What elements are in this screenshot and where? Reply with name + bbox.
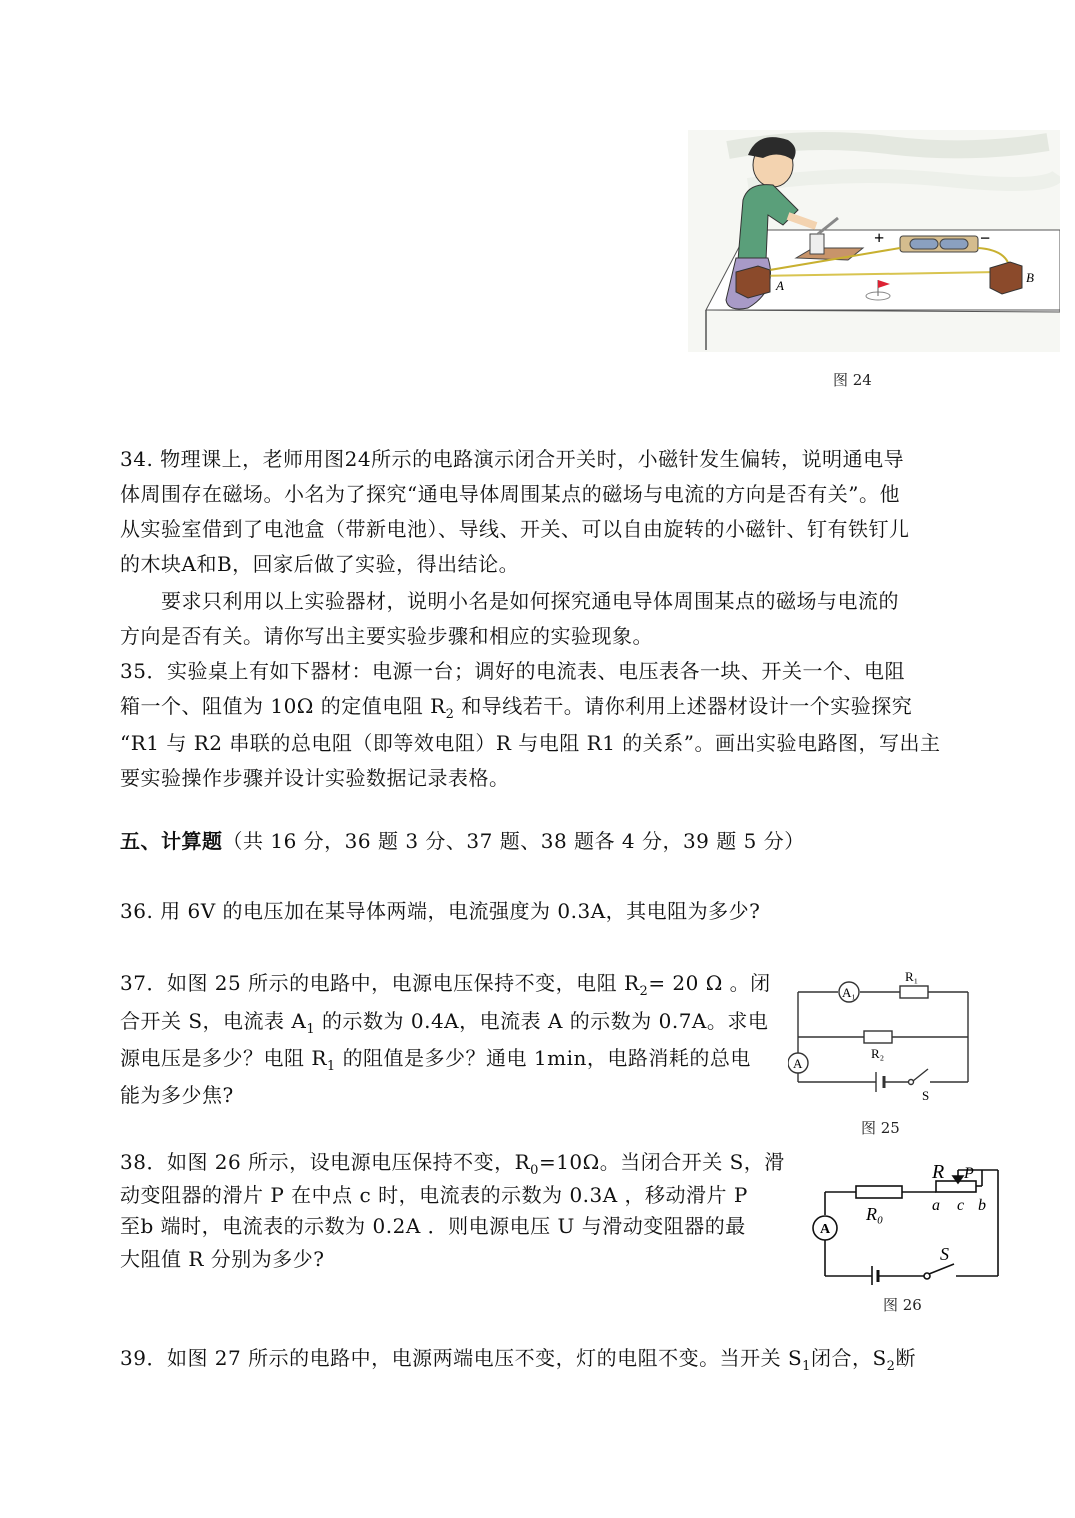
q39-line-1: 39．如图 27 所示的电路中，电源两端电压不变，灯的电阻不变。当开关 $S_1$闭合，$S_2$断 bbox=[120, 1346, 916, 1374]
q35-line-3: “R1 与 R2 串联的总电阻（即等效电阻）R 与电阻 R1 的关系”。画出实验电路图，写出主 bbox=[120, 731, 941, 755]
q35-line-2: 箱一个、阻值为 10Ω 的定值电阻 $R_2$ 和导线若干。请你利用上述器材设计一个实验探究 bbox=[120, 694, 913, 722]
section-5-desc: （共 16 分，36 题 3 分、37 题、38 题各 4 分，39 题 5 分） bbox=[222, 829, 805, 853]
figure-26-caption: 图 26 bbox=[883, 1296, 922, 1314]
plus-label: + bbox=[874, 228, 885, 248]
ammeter-a1-label: A₁ bbox=[842, 985, 856, 1000]
q34-line-5: 要求只利用以上实验器材，说明小名是如何探究通电导体周围某点的磁场与电流的 bbox=[161, 589, 899, 613]
q34-line-6: 方向是否有关。请你写出主要实验步骤和相应的实验现象。 bbox=[120, 624, 653, 648]
q34-line-1: 34. 物理课上，老师用图24所示的电路演示闭合开关时，小磁针发生偏转，说明通电导 bbox=[120, 447, 905, 471]
figure-25-caption: 图 25 bbox=[861, 1119, 900, 1137]
q36-text: 36. 用 6V 的电压加在某导体两端，电流强度为 0.3A，其电阻为多少? bbox=[120, 899, 761, 923]
q38-line-2: 动变阻器的滑片 P 在中点 c 时，电流表的示数为 0.3A ，移动滑片 P bbox=[120, 1183, 748, 1207]
circuit-diagram-25 bbox=[788, 965, 978, 1105]
r2-label: R₂ bbox=[871, 1046, 885, 1061]
point-c-label: c bbox=[957, 1197, 965, 1214]
ammeter-label: A bbox=[820, 1222, 831, 1237]
circuit-diagram-26 bbox=[810, 1160, 1005, 1285]
figure-25 bbox=[788, 965, 978, 1105]
label-b: B bbox=[1026, 270, 1034, 285]
q35-line-1: 35．实验桌上有如下器材：电源一台；调好的电流表、电压表各一块、开关一个、电阻 bbox=[120, 659, 905, 683]
section-5-heading bbox=[120, 829, 805, 853]
q34-line-2: 体周围存在磁场。小名为了探究“通电导体周围某点的磁场与电流的方向是否有关”。他 bbox=[120, 482, 900, 506]
q35-line-4: 要实验操作步骤并设计实验数据记录表格。 bbox=[120, 766, 510, 790]
figure-26 bbox=[810, 1160, 1005, 1285]
q37-line-3: 源电压是多少？电阻 $R_1$ 的阻值是多少？通电 1min，电路消耗的总电 bbox=[120, 1046, 751, 1074]
experiment-illustration bbox=[688, 130, 1060, 352]
label-a: A bbox=[776, 278, 784, 293]
slider-p-label: P bbox=[964, 1165, 974, 1182]
q38-line-1: 38．如图 26 所示，设电源电压保持不变，$R_0=10\Omega$。当闭合开关 S，滑 bbox=[120, 1150, 785, 1178]
q37-line-4: 能为多少焦? bbox=[120, 1083, 234, 1107]
figure-24 bbox=[688, 130, 1060, 352]
rheostat-r-label: R bbox=[932, 1161, 945, 1183]
point-b-label: b bbox=[978, 1197, 986, 1214]
r1-label: R₁ bbox=[905, 969, 919, 984]
q34-line-4: 的木块A和B，回家后做了实验，得出结论。 bbox=[120, 552, 520, 576]
point-a-label: a bbox=[932, 1197, 940, 1214]
ammeter-a-label: A bbox=[793, 1056, 803, 1071]
r0-label: R₀ bbox=[866, 1204, 884, 1224]
minus-label: − bbox=[980, 228, 991, 248]
q37-line-1: 37．如图 25 所示的电路中，电源电压保持不变，电阻 $R_2= 20$ Ω 。闭 bbox=[120, 971, 771, 999]
figure-24-caption: 图 24 bbox=[833, 371, 872, 389]
q38-line-4: 大阻值 R 分别为多少? bbox=[120, 1247, 325, 1271]
section-5-title: 五、计算题 bbox=[120, 829, 223, 853]
q37-line-2: 合开关 S，电流表 $A_1$ 的示数为 0.4A，电流表 A 的示数为 0.7A。求电 bbox=[120, 1009, 769, 1037]
q34-line-3: 从实验室借到了电池盒（带新电池）、导线、开关、可以自由旋转的小磁针、钉有铁钉儿 bbox=[120, 517, 910, 541]
q38-line-3: 至b 端时，电流表的示数为 0.2A ．则电源电压 U 与滑动变阻器的最 bbox=[120, 1214, 746, 1238]
switch-s-label: S bbox=[940, 1244, 949, 1264]
switch-s-label: S bbox=[922, 1088, 930, 1103]
